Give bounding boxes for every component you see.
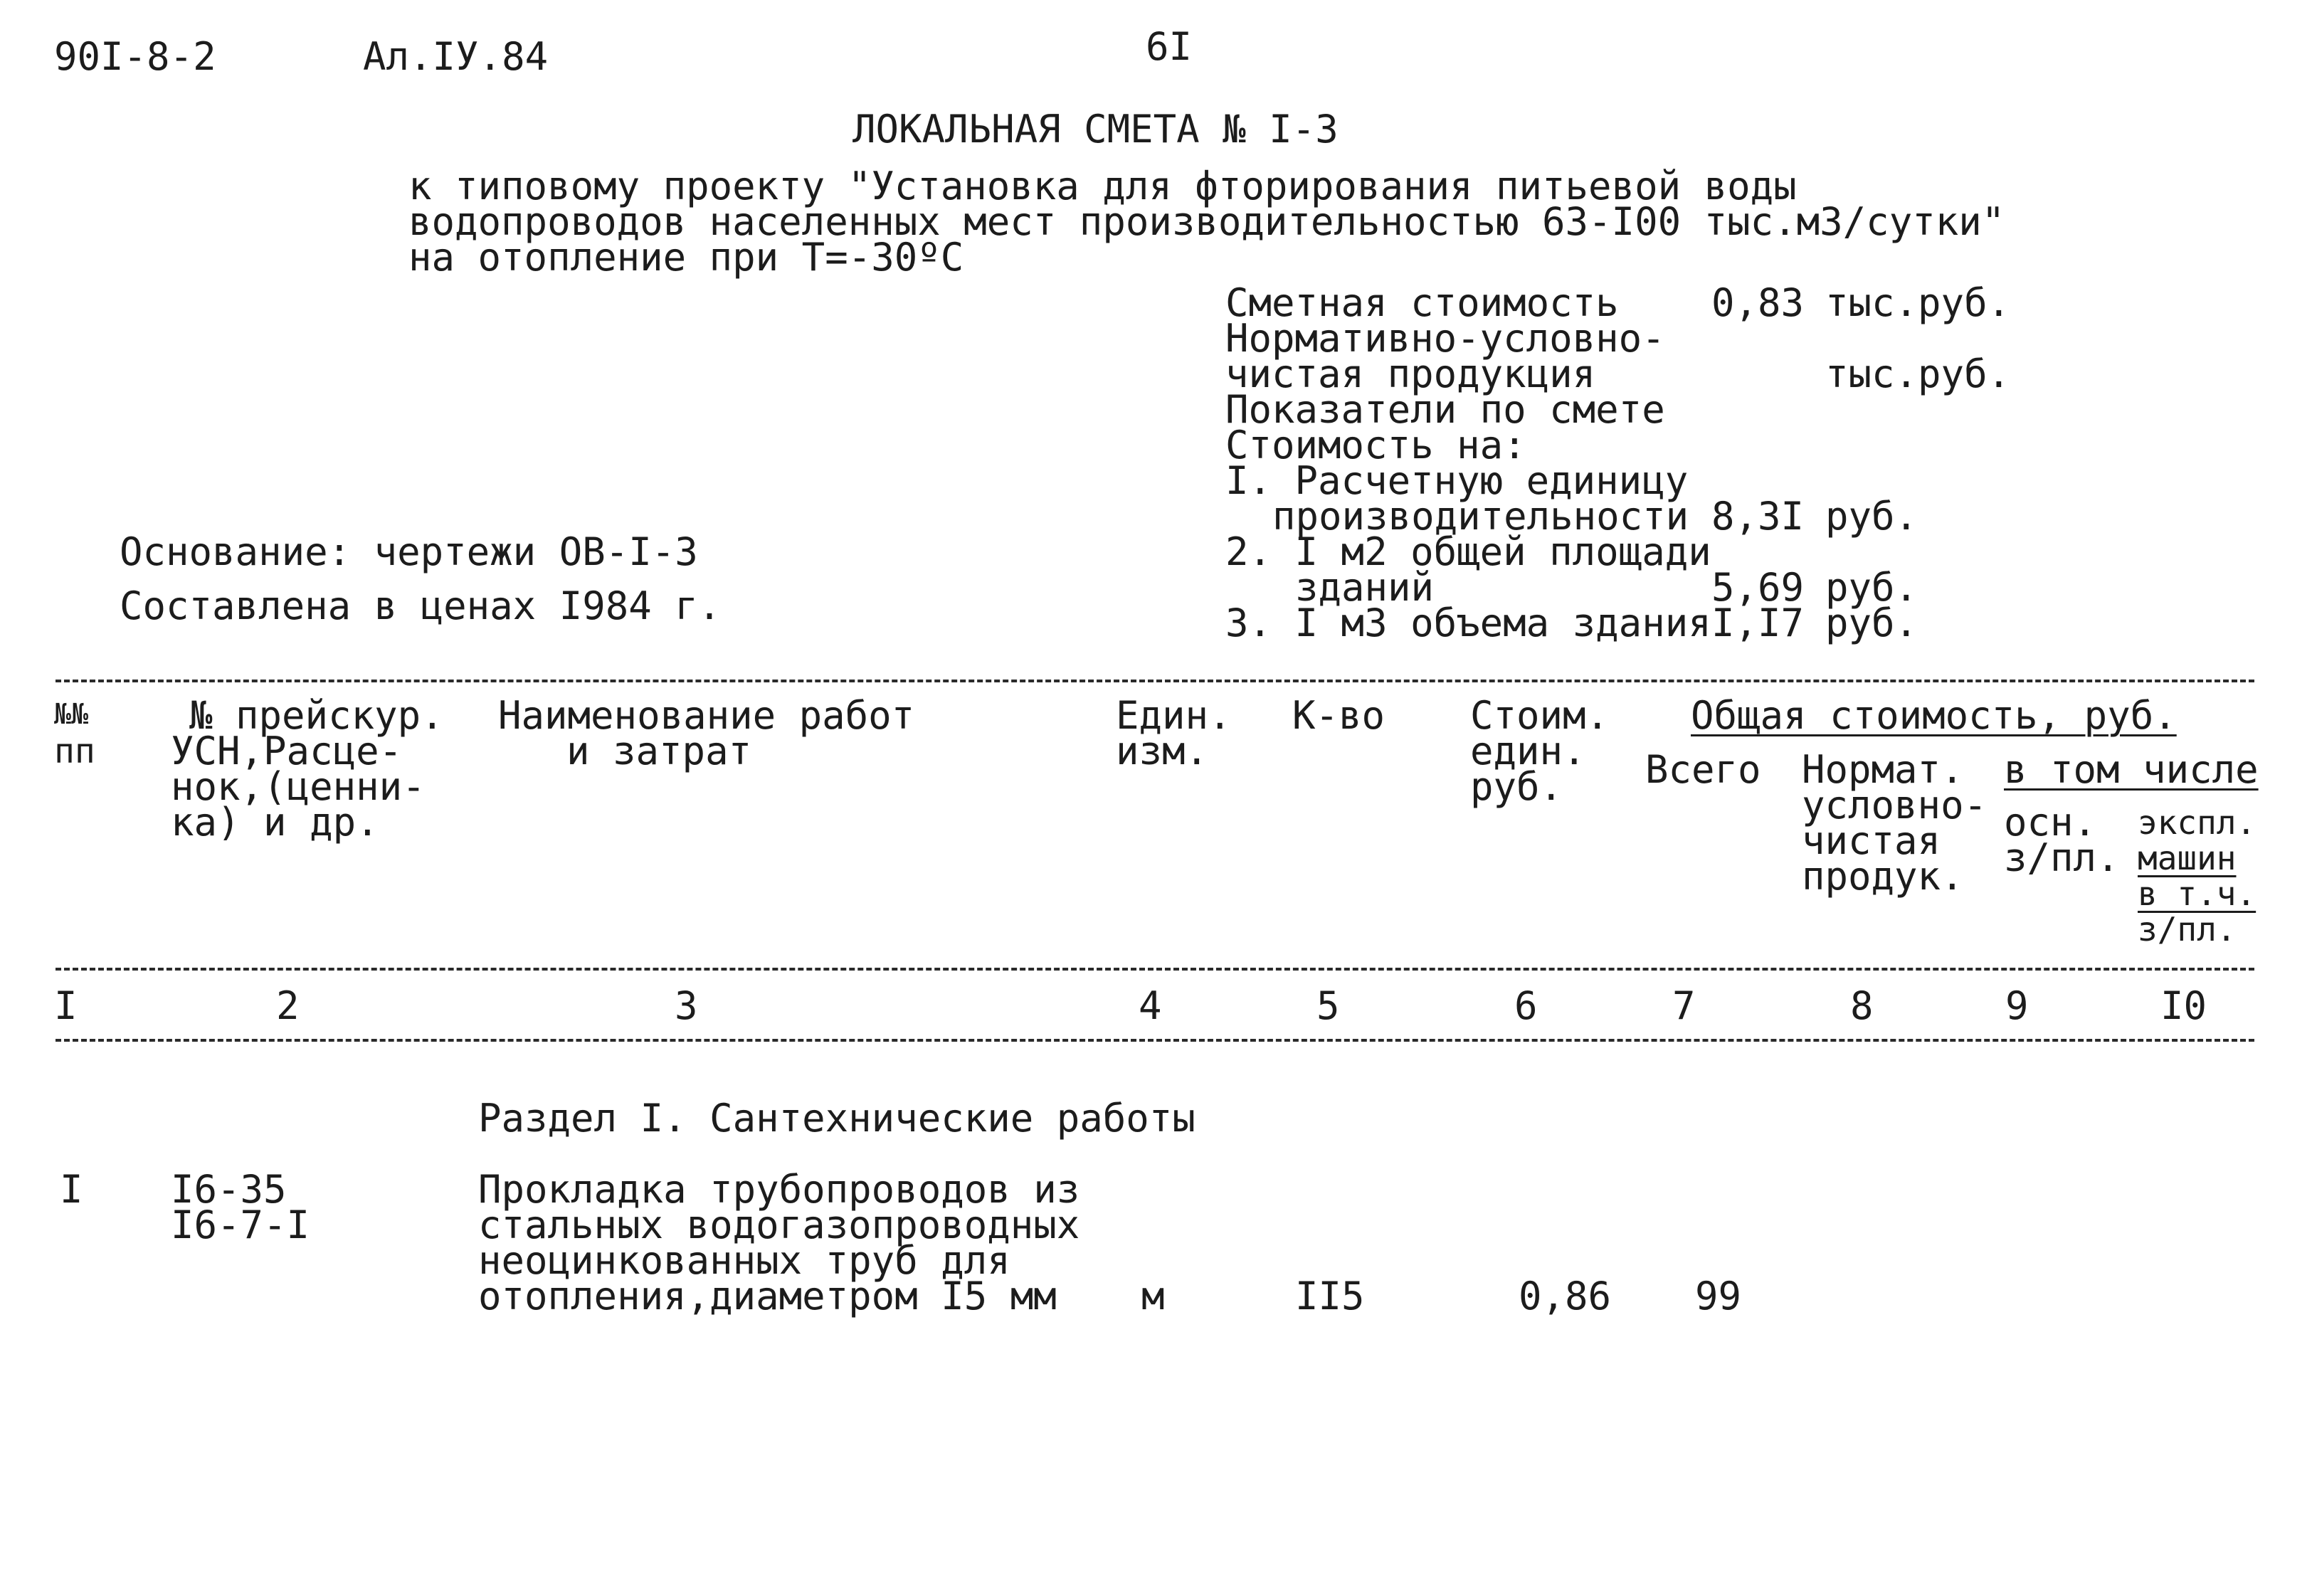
column-number-8: 8 [1850, 983, 1874, 1028]
cost-per-label: Стоимость на: [1225, 423, 1526, 467]
header-col8-line3: чистая [1802, 818, 1941, 863]
header-col6-line3: руб. [1470, 764, 1563, 809]
column-number-10: I0 [2160, 983, 2207, 1028]
column-number-9: 9 [2005, 983, 2029, 1028]
subtitle-line-3: на отопление при Т=-30ºС [408, 235, 964, 280]
item3-label: 3. I м3 объема здания [1225, 601, 1711, 645]
header-col10-line2: машин [2138, 839, 2237, 877]
header-col1-line2: пп [54, 731, 95, 771]
header-col2-line1: № прейскур. [189, 693, 444, 738]
estimated-cost-label: Сметная стоимость [1225, 280, 1619, 325]
item3-unit: руб. [1825, 601, 1918, 645]
numbers-bottom-divider [56, 1039, 2254, 1042]
document-title: ЛОКАЛЬНАЯ СМЕТА № I-3 [853, 107, 1339, 152]
subtitle-line-1: к типовому проекту "Установка для фторирования питьевой воды [408, 164, 1797, 208]
document-code: 90I-8-2 [54, 34, 216, 79]
header-including-group: в том числе [2004, 747, 2259, 792]
album-number: Ал.IУ.84 [363, 34, 549, 79]
header-col4-line1: Един. [1116, 693, 1232, 738]
header-col1-line1: №№ [54, 698, 89, 731]
column-number-4: 4 [1139, 983, 1162, 1028]
price-year: Составлена в ценах I984 г. [120, 583, 722, 628]
normative-label-1: Нормативно-условно- [1225, 316, 1665, 361]
normative-label-2: чистая продукция [1225, 352, 1596, 396]
header-col8-line4: продук. [1802, 854, 1964, 899]
row-description-line4: отопления,диаметром I5 мм [478, 1274, 1057, 1318]
row-total: 99 [1695, 1274, 1742, 1318]
estimated-cost-value: 0,83 [1711, 280, 1805, 325]
item2-value: 5,69 [1711, 565, 1805, 610]
header-col8-line2: условно- [1802, 783, 1988, 828]
table-top-divider [56, 680, 2254, 682]
item3-value: I,I7 [1711, 601, 1805, 645]
header-col6-line2: един. [1470, 729, 1586, 773]
header-total-cost-group: Общая стоимость, руб. [1691, 693, 2177, 738]
row-unit: м [1141, 1274, 1165, 1318]
row-unit-cost: 0,86 [1519, 1274, 1612, 1318]
column-number-3: 3 [675, 983, 698, 1028]
item1-unit: руб. [1825, 494, 1918, 539]
header-col9-line2: з/пл. [2004, 835, 2120, 880]
row-code-1: I6-35 [171, 1167, 287, 1212]
normative-unit: тыс.руб. [1825, 352, 2011, 396]
subtitle-line-2: водопроводов населенных мест производительностью 63-I00 тыс.м3/сутки" [408, 199, 2005, 244]
header-col7: Всего [1645, 747, 1761, 792]
header-col3-line2: и затрат [566, 729, 752, 773]
header-col9-line1: осн. [2004, 800, 2097, 845]
column-number-7: 7 [1672, 983, 1696, 1028]
page-number: 6I [1146, 24, 1193, 69]
header-col2-line4: ка) и др. [171, 800, 379, 845]
item1-value: 8,3I [1711, 494, 1805, 539]
item2-label-1: 2. I м2 общей площади [1225, 529, 1711, 574]
column-number-1: I [54, 983, 78, 1028]
item2-label-2: зданий [1295, 565, 1435, 610]
section-title: Раздел I. Сантехнические работы [478, 1096, 1195, 1141]
row-description-line2: стальных водогазопроводных [478, 1203, 1080, 1247]
estimated-cost-unit: тыс.руб. [1825, 280, 2011, 325]
item1-label-1: I. Расчетную единицу [1225, 458, 1689, 503]
row-description-line3: неоцинкованных труб для [478, 1238, 1010, 1283]
header-col10-line1: экспл. [2138, 803, 2256, 842]
header-bottom-divider [56, 968, 2254, 971]
header-col8-line1: Нормат. [1802, 747, 1964, 792]
item1-label-2: производительности [1272, 494, 1689, 539]
header-col2-line2: УСН,Расце- [171, 729, 403, 773]
row-quantity: II5 [1295, 1274, 1365, 1318]
indicators-label: Показатели по смете [1225, 387, 1665, 432]
column-number-6: 6 [1514, 983, 1538, 1028]
basis-drawings: Основание: чертежи ОВ-I-3 [120, 529, 698, 574]
header-col4-line2: изм. [1116, 729, 1209, 773]
header-col5: К-во [1292, 693, 1385, 738]
column-number-2: 2 [276, 983, 300, 1028]
row-description-line1: Прокладка трубопроводов из [478, 1167, 1080, 1212]
column-number-5: 5 [1316, 983, 1340, 1028]
header-col3-line1: Наименование работ [498, 693, 915, 738]
header-col6-line1: Стоим. [1470, 693, 1610, 738]
header-col10-line4: з/пл. [2138, 910, 2237, 948]
item2-unit: руб. [1825, 565, 1918, 610]
row-code-2: I6-7-I [171, 1203, 310, 1247]
header-col10-line3: в т.ч. [2138, 874, 2256, 913]
row-number: I [60, 1167, 83, 1212]
header-col2-line3: нок,(ценни- [171, 764, 426, 809]
